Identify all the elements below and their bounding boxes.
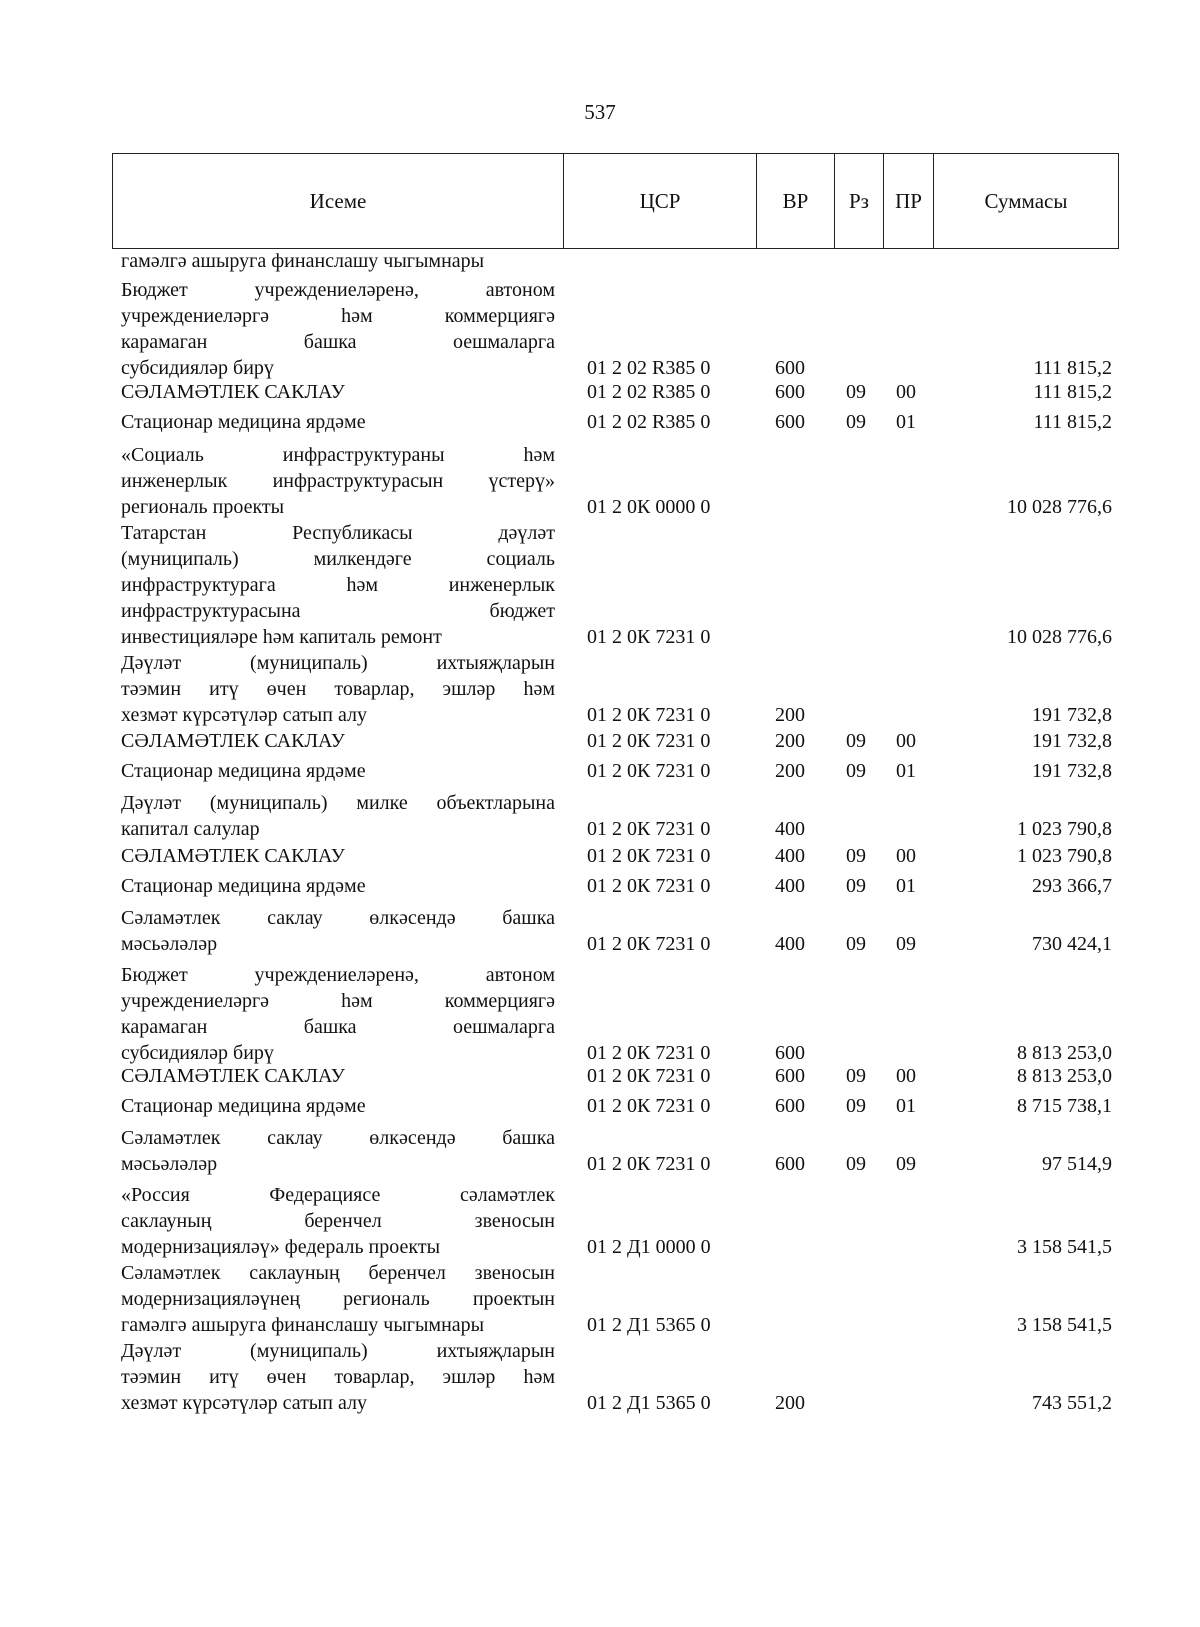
row-csr: 01 2 0К 7231 0 [587, 626, 711, 648]
row-name-line: региональ проекты [121, 496, 285, 518]
row-name-line: хезмәт күрсәтүләр сатып алу [121, 1392, 367, 1414]
row-name [121, 442, 555, 520]
row-rz: 09 [846, 845, 866, 867]
row-csr: 01 2 02 R385 0 [587, 411, 711, 433]
row-sum: 191 732,8 [1032, 704, 1112, 726]
row-name [121, 379, 555, 405]
row-sum: 111 815,2 [1033, 357, 1112, 379]
header-csr: ЦСР [564, 154, 757, 248]
row-name-line: карамаган башка оешмаларга [121, 331, 555, 353]
row-name-line: Бюджет учреждениеләренә, автоном [121, 964, 555, 986]
row-sum: 293 366,7 [1032, 875, 1112, 897]
row-vr: 600 [775, 1065, 805, 1087]
page-number: 537 [584, 100, 616, 124]
row-name-line: СӘЛАМӘТЛЕК САКЛАУ [121, 1065, 345, 1087]
row-csr: 01 2 0К 0000 0 [587, 496, 711, 518]
row-name [121, 1063, 555, 1089]
row-sum: 3 158 541,5 [1017, 1236, 1112, 1258]
row-csr: 01 2 02 R385 0 [587, 381, 711, 403]
row-name-line: «Социаль инфраструктураны һәм [121, 444, 555, 466]
header-pr: ПР [884, 154, 934, 248]
row-name-line: мәсьәләләр [121, 933, 218, 955]
row-name [121, 1093, 555, 1119]
row-name-line: учреждениеләргә һәм коммерциягә [121, 990, 555, 1012]
header-rz: Рз [835, 154, 884, 248]
row-csr: 01 2 0К 7231 0 [587, 875, 711, 897]
row-sum: 111 815,2 [1033, 411, 1112, 433]
row-vr: 400 [775, 933, 805, 955]
row-csr: 01 2 0К 7231 0 [587, 1095, 711, 1117]
row-pr: 01 [896, 875, 916, 897]
row-name-line: учреждениеләргә һәм коммерциягә [121, 305, 555, 327]
row-vr: 200 [775, 704, 805, 726]
header-vr: ВР [757, 154, 835, 248]
row-pr: 00 [896, 845, 916, 867]
row-rz: 09 [846, 381, 866, 403]
row-vr: 600 [775, 1095, 805, 1117]
row-rz: 09 [846, 1065, 866, 1087]
row-name [121, 277, 555, 381]
row-sum: 8 813 253,0 [1017, 1065, 1112, 1087]
row-sum: 1 023 790,8 [1017, 845, 1112, 867]
row-name-line: гамәлгә ашыруга финанслашу чыгымнары [121, 1314, 485, 1336]
row-sum: 743 551,2 [1032, 1392, 1112, 1414]
row-name-line: СӘЛАМӘТЛЕК САКЛАУ [121, 730, 345, 752]
row-name-line: модернизацияләүнең региональ проектын [121, 1288, 555, 1310]
row-rz: 09 [846, 875, 866, 897]
row-vr: 200 [775, 730, 805, 752]
row-sum: 730 424,1 [1032, 933, 1112, 955]
row-name-line: инвестицияләре һәм капиталь ремонт [121, 626, 442, 648]
row-csr: 01 2 0К 7231 0 [587, 845, 711, 867]
row-name-line: инфраструктурасына бюджет [121, 600, 555, 622]
row-pr: 09 [896, 933, 916, 955]
row-rz: 09 [846, 1095, 866, 1117]
row-name-line: Сәламәтлек саклау өлкәсендә башка [121, 907, 555, 929]
row-name [121, 873, 555, 899]
row-name-line: Бюджет учреждениеләренә, автоном [121, 279, 555, 301]
row-name-line: Татарстан Республикасы дәүләт [121, 522, 555, 544]
row-name [121, 962, 555, 1066]
row-pr: 01 [896, 760, 916, 782]
row-vr: 400 [775, 845, 805, 867]
row-pr: 01 [896, 1095, 916, 1117]
row-sum: 10 028 776,6 [1007, 496, 1112, 518]
header-sum: Суммасы [984, 188, 1068, 213]
row-csr: 01 2 0К 7231 0 [587, 704, 711, 726]
row-name-line: Стационар медицина ярдәме [121, 875, 366, 897]
row-name [121, 248, 555, 274]
row-name-line: СӘЛАМӘТЛЕК САКЛАУ [121, 381, 345, 403]
row-csr: 01 2 0К 7231 0 [587, 1042, 711, 1064]
row-name-line: субсидияләр бирү [121, 357, 274, 379]
row-name [121, 1338, 555, 1416]
row-vr: 600 [775, 381, 805, 403]
row-name [121, 1260, 555, 1338]
row-name-line: (муниципаль) милкендәге социаль [121, 548, 555, 570]
row-sum: 191 732,8 [1032, 730, 1112, 752]
row-vr: 600 [775, 357, 805, 379]
row-csr: 01 2 0К 7231 0 [587, 1153, 711, 1175]
row-sum: 111 815,2 [1033, 381, 1112, 403]
row-sum: 97 514,9 [1042, 1153, 1112, 1175]
row-csr: 01 2 0К 7231 0 [587, 730, 711, 752]
row-name-line: субсидияләр бирү [121, 1042, 274, 1064]
row-vr: 400 [775, 875, 805, 897]
row-name-line: тәэмин итү өчен товарлар, эшләр һәм [121, 1366, 555, 1388]
row-vr: 400 [775, 818, 805, 840]
row-name-line: саклауның беренчел звеносын [121, 1210, 555, 1232]
row-vr: 200 [775, 1392, 805, 1414]
row-sum: 191 732,8 [1032, 760, 1112, 782]
row-name-line: инфраструктурага һәм инженерлык [121, 574, 555, 596]
row-name-line: Сәламәтлек саклауның беренчел звеносын [121, 1262, 555, 1284]
row-rz: 09 [846, 933, 866, 955]
row-name-line: инженерлык инфраструктурасын үстерү» [121, 470, 555, 492]
row-name [121, 758, 555, 784]
row-csr: 01 2 0К 7231 0 [587, 933, 711, 955]
row-name [121, 728, 555, 754]
row-name [121, 843, 555, 869]
row-sum: 3 158 541,5 [1017, 1314, 1112, 1336]
row-name-line: Дәүләт (муниципаль) ихтыяҗларын [121, 1340, 555, 1362]
row-name-line: модернизацияләү» федераль проекты [121, 1236, 441, 1258]
row-name-line: Сәламәтлек саклау өлкәсендә башка [121, 1127, 555, 1149]
row-name-line: Стационар медицина ярдәме [121, 1095, 366, 1117]
row-csr: 01 2 Д1 5365 0 [587, 1392, 711, 1414]
row-rz: 09 [846, 760, 866, 782]
row-csr: 01 2 0К 7231 0 [587, 760, 711, 782]
row-name [121, 409, 555, 435]
row-pr: 00 [896, 381, 916, 403]
row-vr: 600 [775, 1042, 805, 1064]
row-name-line: Стационар медицина ярдәме [121, 760, 366, 782]
row-pr: 01 [896, 411, 916, 433]
row-sum: 8 715 738,1 [1017, 1095, 1112, 1117]
row-name-line: гамәлгә ашыруга финанслашу чыгымнары [121, 250, 485, 272]
row-pr: 00 [896, 1065, 916, 1087]
row-csr: 01 2 0К 7231 0 [587, 1065, 711, 1087]
row-csr: 01 2 Д1 5365 0 [587, 1314, 711, 1336]
row-csr: 01 2 Д1 0000 0 [587, 1236, 711, 1258]
row-name-line: тәэмин итү өчен товарлар, эшләр һәм [121, 678, 555, 700]
row-rz: 09 [846, 1153, 866, 1175]
row-rz: 09 [846, 411, 866, 433]
row-pr: 09 [896, 1153, 916, 1175]
row-name [121, 650, 555, 728]
row-vr: 600 [775, 411, 805, 433]
row-name [121, 1182, 555, 1260]
row-name [121, 520, 555, 650]
row-sum: 1 023 790,8 [1017, 818, 1112, 840]
row-rz: 09 [846, 730, 866, 752]
row-name-line: Дәүләт (муниципаль) милке объектларына [121, 792, 555, 814]
row-name-line: «Россия Федерациясе сәламәтлек [121, 1184, 555, 1206]
row-name [121, 1125, 555, 1177]
row-name [121, 905, 555, 957]
row-name-line: СӘЛАМӘТЛЕК САКЛАУ [121, 845, 345, 867]
header-name: Исеме [113, 154, 564, 248]
row-name-line: Стационар медицина ярдәме [121, 411, 366, 433]
row-pr: 00 [896, 730, 916, 752]
row-name-line: Дәүләт (муниципаль) ихтыяҗларын [121, 652, 555, 674]
row-vr: 600 [775, 1153, 805, 1175]
row-vr: 200 [775, 760, 805, 782]
row-sum: 8 813 253,0 [1017, 1042, 1112, 1064]
row-name-line: карамаган башка оешмаларга [121, 1016, 555, 1038]
row-csr: 01 2 02 R385 0 [587, 357, 711, 379]
row-name-line: мәсьәләләр [121, 1153, 218, 1175]
row-name-line: хезмәт күрсәтүләр сатып алу [121, 704, 367, 726]
row-name [121, 790, 555, 842]
row-csr: 01 2 0К 7231 0 [587, 818, 711, 840]
row-sum: 10 028 776,6 [1007, 626, 1112, 648]
row-name-line: капитал салулар [121, 818, 260, 840]
